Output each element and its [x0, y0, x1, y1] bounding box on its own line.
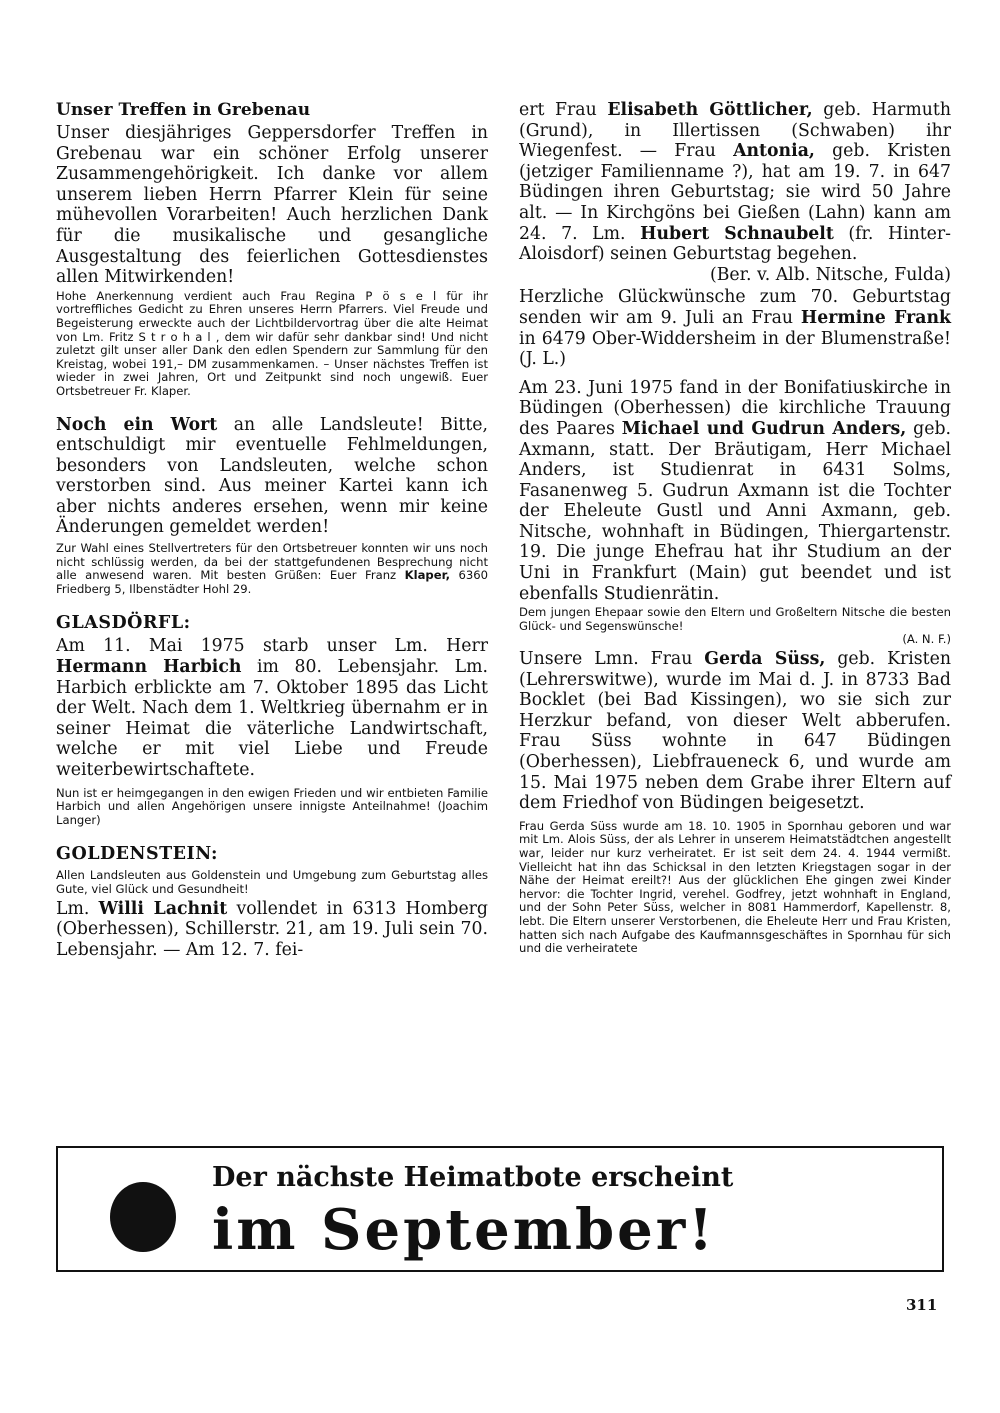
wedding-signature: (A. N. F.) [902, 632, 951, 647]
goldenstein-paragraph [56, 899, 488, 961]
page-number: 311 [906, 1296, 938, 1314]
banner-line-1: Der nächste Heimatbote erscheint [212, 1162, 734, 1193]
glasdoerfl-text-2: im 80. Lebensjahr. Lm. Harbich erblickte am 7. Oktober 1895 das Licht der Welt. Nach dem 1. Weltkrieg übernahm er in seiner Heimat die väterliche Landwirtschaft, welche er mit viel Liebe und Freude weiterbewirtschaftete. [56, 657, 488, 780]
wedding-text-a: Am 23. Juni 1975 fand in der Bonifatiuskirche in Büdingen (Oberhessen) die kirchliche Trauung des Paares [519, 377, 951, 439]
wedding-name: Michael und Gudrun Anders, [621, 418, 907, 439]
congratulation-paragraph [519, 287, 951, 369]
wahl-paragraph [56, 542, 488, 596]
congratulation-text-a: Herzliche Glückwünsche zum 70. Geburtstag senden wir am 9. Juli an Frau [519, 287, 951, 328]
wedding-paragraph [519, 378, 951, 605]
glasdoerfl-small-text: Nun ist er heimgegangen in den ewigen Frieden und wir entbieten Familie Harbich und allen Angehörigen unsere innigste Anteilnahme! (Joachim Langer) [56, 785, 488, 827]
bullet-dot-icon [110, 1182, 176, 1252]
glasdoerfl-name: Hermann Harbich [56, 657, 242, 678]
wedding-text-b: geb. Axmann, statt. Der Bräutigam, Herr Michael Anders, ist Studienrat in 6431 Solms, Fasanenweg 5. Gudrun Axmann ist die Tochter der Eheleute Gustl und Anni Axmann, geb. Nitsche, wohnhaft in Büdingen, Thiergartenstr. 19. Die junge Ehefrau hat ihr Studium an der Uni in Frankfurt (Main) gut beendet und ist ebenfalls Studienrätin. [519, 418, 951, 604]
glasdoerfl-heading: GLASDÖRFL: [56, 613, 191, 634]
congratulation-name: Hermine Frank [800, 307, 951, 328]
wahl-address: 6360 Friedberg 5, Ilbenstädter Hohl 29. [56, 568, 488, 596]
birthday-paragraph [519, 100, 951, 265]
goldenstein-text-1: Lm. [56, 898, 99, 919]
obituary-small-text: Frau Gerda Süss wurde am 18. 10. 1905 in Spornhau geboren und war mit Lm. Alois Süss, der als Lehrer in unserem Heimatstädtchen angestellt war, leider nur kurz verheiratet. Er ist seit dem 24. 4. 1944 vermißt. Vielleicht hat ihn das Schicksal in den letzten Kriegstagen sogar in der Nähe der Heimat ereilt?! Aus der glücklichen Ehe gingen zwei Kinder hervor: die Tochter Ingrid, verehel. Godfrey, jetzt wohnhaft in England, und der Sohn Peter Süss, welcher in 8081 Hammerdorf, Kapellenstr. 8, lebt. Die Eltern unserer Verstorbenen, die Eheleute Herr und Frau Kristen, hatten sich nach Aufgabe des Kaufmannsgeschäftes in Spornhau für sich und die verheiratete [519, 818, 951, 956]
right-column [519, 100, 951, 956]
birthday-name-2: Antonia, [733, 141, 815, 162]
noch-ein-wort-bold: Noch ein Wort [56, 414, 218, 435]
wahl-bold: Klaper, [404, 568, 450, 583]
wedding-small-text: Dem jungen Ehepaar sowie den Eltern und Großeltern Nitsche die besten Glück- und Segenswünsche! [519, 605, 951, 633]
grebenau-heading: Unser Treffen in Grebenau [56, 100, 311, 120]
birthday-text-d: (fr. Hinter-Aloisdorf) seinen Geburtstag begehen. [519, 223, 952, 265]
birthday-text-a: ert Frau [519, 100, 608, 120]
wahl-text: Zur Wahl eines Stellvertreters für den Ortsbetreuer konnten wir uns noch nicht schlüssig werden, da bei der stattgefundenen Besprechung nicht alle anwesend waren. Mit besten Grüßen: Euer Franz [56, 541, 488, 583]
birthday-signature: (Ber. v. Alb. Nitsche, Fulda) [709, 264, 951, 285]
birthday-text-b: geb. Harmuth (Grund), in Illertissen (Schwaben) ihr Wiegenfest. — Frau [519, 100, 951, 162]
announcement-banner [56, 1146, 944, 1272]
goldenstein-small-text: Allen Landsleuten aus Goldenstein und Umgebung zum Geburtstag alles Gute, viel Glück und Gesundheit! [56, 868, 488, 896]
birthday-name-3: Hubert Schnaubelt [640, 223, 834, 244]
congratulation-text-b: in 6479 Ober-Widdersheim in der Blumenstraße! (J. L.) [519, 328, 951, 370]
goldenstein-text-2: vollendet in 6313 Homberg (Oberhessen), Schillerstr. 21, am 19. Juli sein 70. Lebensjahr. — Am 12. 7. fei- [56, 898, 488, 960]
noch-ein-wort-text: an alle Landsleute! Bitte, entschuldigt mir eventuelle Fehlmeldungen, besonders von Landsleuten, welche schon verstorben sind. Aus meiner Kartei kann ich aber nichts anderes ersehen, wenn mir keine Änderungen gemeldet werden! [56, 414, 488, 538]
noch-ein-wort-paragraph [56, 415, 488, 539]
glasdoerfl-text-1: Am 11. Mai 1975 starb unser Lm. Herr [56, 636, 488, 657]
obituary-name: Gerda Süss, [704, 649, 826, 670]
birthday-text-c: geb. Kristen (jetziger Familienname ?), hat am 19. 7. in 647 Büdingen ihren Geburtstag; sie wird 50 Jahre alt. — In Kirchgöns bei Gießen (Lahn) kann am 24. 7. Lm. [519, 141, 951, 244]
obituary-text-a: Unsere Lmn. Frau [519, 649, 705, 670]
obituary-text-b: geb. Kristen (Lehrerswitwe), wurde im Mai d. J. in 8733 Bad Bocklet (bei Bad Kissingen), wo sie sich zur Herzkur befand, von dieser Welt abberufen. Frau Süss wohnte in 647 Büdingen (Oberhessen), Liebfraueneck 6, und wurde am 15. Mai 1975 neben dem Grabe ihrer Eltern auf dem Friedhof von Büdingen beigesetzt. [519, 649, 951, 814]
birthday-name-1: Elisabeth Göttlicher, [607, 100, 813, 120]
goldenstein-name: Willi Lachnit [98, 898, 228, 919]
grebenau-small-text: Hohe Anerkennung verdient auch Frau Regina P ö s e l für ihr vortreffliches Gedicht zu Ehren unseres Herrn Pfarrers. Viel Freude und Begeisterung erweckte auch der Lichtbildervortrag über die alte Heimat von Lm. Fritz S t r o h a l , dem wir dafür sehr dankbar sind! Und nicht zuletzt gilt unser aller Dank den edlen Spendern zur Sammlung für den Kreistag, wobei 191,– DM zusammenkamen. – Unser nächstes Treffen ist wieder in zwei Jahren, Ort und Zeitpunkt sind noch ungewiß. Euer Ortsbetreuer Fr. Klaper. [56, 288, 488, 398]
obituary-paragraph [519, 649, 951, 814]
grebenau-text: Unser diesjähriges Geppersdorfer Treffen in Grebenau war ein schöner Erfolg unserer Zusammengehörigkeit. Ich danke vor allem unserem lieben Herrn Pfarrer Klein für seine mühevollen Vorarbeiten! Auch herzlichen Dank für die musikalische und gesangliche Ausgestaltung des feierlichen Gottesdienstes allen Mitwirkenden! [56, 123, 488, 288]
goldenstein-heading: GOLDENSTEIN: [56, 844, 219, 865]
left-column [56, 100, 488, 960]
glasdoerfl-paragraph [56, 636, 488, 780]
banner-line-2: im September! [212, 1197, 716, 1263]
